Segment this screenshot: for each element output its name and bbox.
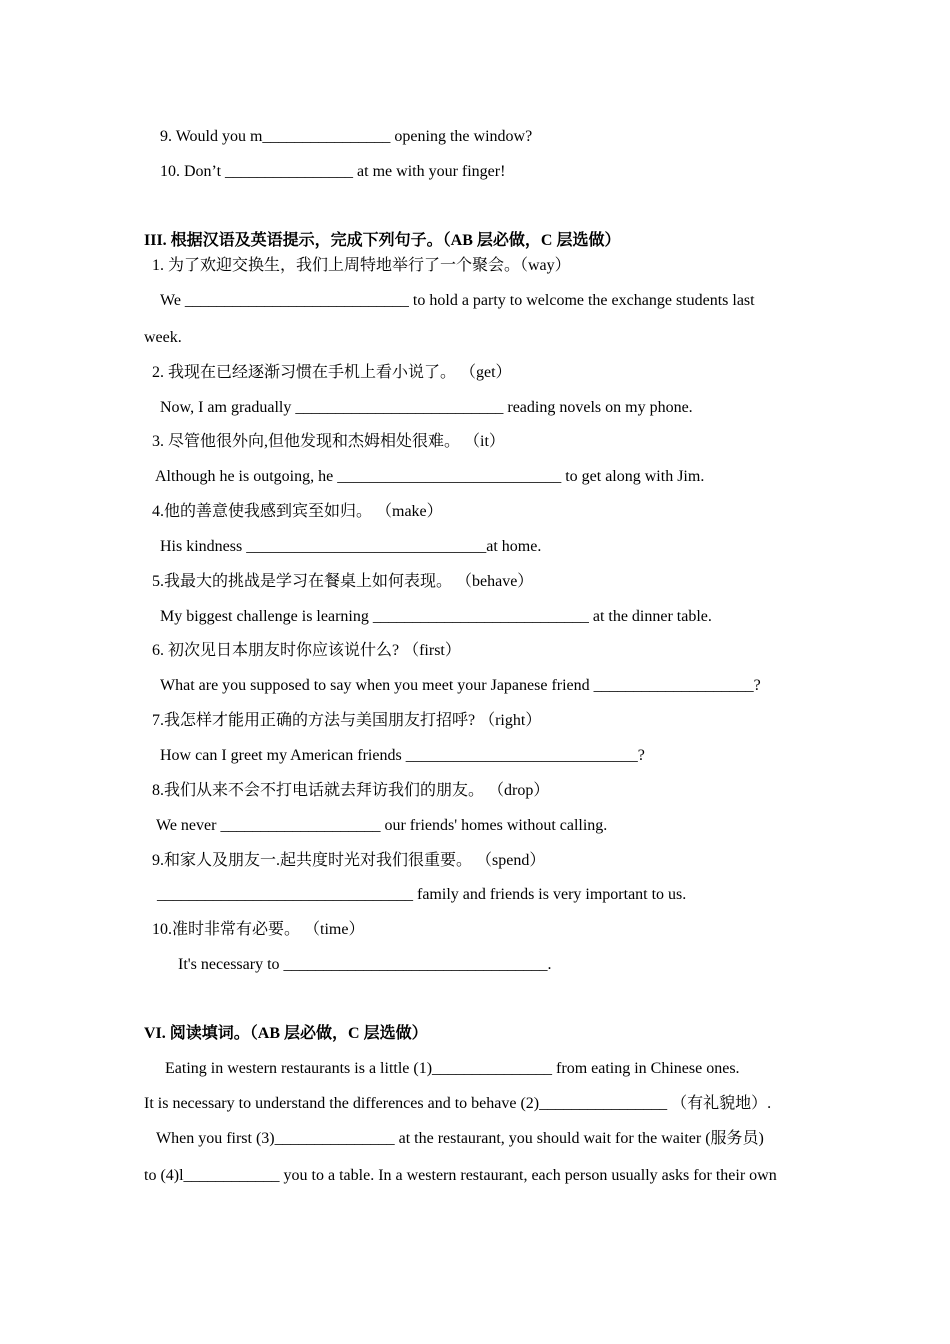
passage-line-2: It is necessary to understand the differences and to behave (2)________________ （有礼貌地）. — [144, 1095, 772, 1112]
item-4-chinese: 4.他的善意使我感到宾至如归。 （make） — [152, 503, 443, 520]
item-9-english: ________________________________ family and friends is very important to us. — [157, 886, 687, 903]
item-3-chinese: 3. 尽管他很外向,但他发现和杰姆相处很难。 （it） — [152, 433, 505, 450]
item-9-chinese: 9.和家人及朋友一.起共度时光对我们很重要。 （spend） — [152, 852, 546, 869]
item-7-english: How can I greet my American friends _____________________________? — [160, 747, 645, 764]
passage-line-1: Eating in western restaurants is a little (1)_______________ from eating in Chinese ones. — [165, 1060, 740, 1077]
item-7-chinese: 7.我怎样才能用正确的方法与美国朋友打招呼? （right） — [152, 712, 542, 729]
item-3-english: Although he is outgoing, he ____________________________ to get along with Jim. — [155, 468, 705, 485]
item-2-chinese: 2. 我现在已经逐渐习惯在手机上看小说了。 （get） — [152, 364, 512, 381]
question-10: 10. Don’t ________________ at me with your finger! — [160, 163, 506, 180]
item-2-english: Now, I am gradually __________________________ reading novels on my phone. — [160, 399, 693, 416]
section-vi-heading: VI. 阅读填词。（AB 层必做，C 层选做） — [144, 1025, 428, 1042]
item-10-chinese: 10.准时非常有必要。 （time） — [152, 921, 365, 938]
item-4-english: His kindness ______________________________at home. — [160, 538, 542, 555]
item-5-chinese: 5.我最大的挑战是学习在餐桌上如何表现。 （behave） — [152, 573, 534, 590]
item-1-english: We ____________________________ to hold a party to welcome the exchange students last — [160, 292, 755, 309]
item-6-chinese: 6. 初次见日本朋友时你应该说什么? （first） — [152, 642, 461, 659]
item-1-english-cont: week. — [144, 329, 182, 346]
item-8-english: We never ____________________ our friends' homes without calling. — [156, 817, 608, 834]
passage-line-4: to (4)l____________ you to a table. In a western restaurant, each person usually asks for their own — [144, 1167, 777, 1184]
item-5-english: My biggest challenge is learning ___________________________ at the dinner table. — [160, 608, 712, 625]
item-8-chinese: 8.我们从来不会不打电话就去拜访我们的朋友。 （drop） — [152, 782, 550, 799]
item-10-english: It's necessary to _________________________________. — [178, 956, 552, 973]
question-9: 9. Would you m________________ opening the window? — [160, 128, 533, 145]
passage-line-3: When you first (3)_______________ at the restaurant, you should wait for the waiter (服务员) — [156, 1130, 764, 1147]
item-6-english: What are you supposed to say when you meet your Japanese friend ____________________? — [160, 677, 761, 694]
section-iii-heading: III. 根据汉语及英语提示，完成下列句子。（AB 层必做，C 层选做） — [144, 232, 621, 249]
item-1-chinese: 1. 为了欢迎交换生，我们上周特地举行了一个聚会。（way） — [152, 257, 571, 274]
